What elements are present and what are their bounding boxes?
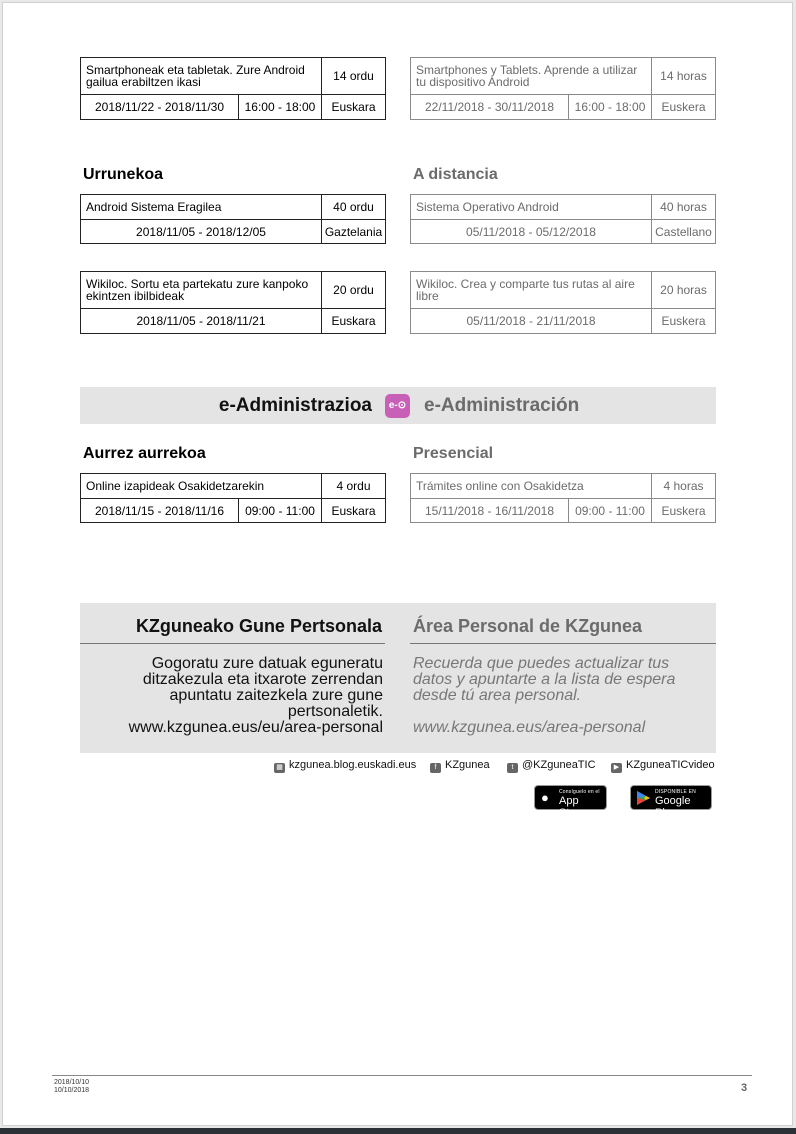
personal-area-link-es[interactable]: www.kzgunea.eus/area-personal	[413, 719, 646, 736]
course-title: Smartphoneak eta tabletak. Zure Android gailua erabiltzen ikasi	[81, 58, 322, 95]
footer-date-eu: 2018/10/10	[54, 1079, 90, 1086]
personal-area-header-es	[410, 603, 716, 644]
text-line: ditzakezula eta itxarote zerrendan	[142, 671, 383, 688]
course-hours: 40 ordu	[322, 195, 386, 220]
badge-label: App Store	[559, 795, 586, 819]
course-title: Android Sistema Eragilea	[81, 195, 322, 220]
section-heading-remote-es: A distancia	[413, 166, 498, 183]
course-hours: 14 ordu	[322, 58, 386, 95]
course-hours: 40 horas	[652, 195, 716, 220]
course-table-android-os-eu	[80, 194, 386, 244]
course-title: Wikiloc. Crea y comparte tus rutas al aire libre	[411, 272, 652, 309]
social-link-video[interactable]	[611, 759, 715, 773]
social-link-twitter[interactable]	[507, 759, 596, 773]
text-line: desde tú area personal.	[413, 687, 582, 704]
social-label: @KZguneaTIC	[522, 759, 596, 771]
course-time: 09:00 - 11:00	[239, 499, 322, 523]
personal-area-title-eu: KZguneako Gune Pertsonala	[135, 616, 382, 636]
course-table-wikiloc-eu	[80, 271, 386, 334]
course-time: 16:00 - 18:00	[239, 95, 322, 120]
category-title-es: e-Administración	[424, 395, 580, 416]
viewer-bottom-bar	[0, 1128, 796, 1134]
text-line: Recuerda que puedes actualizar tus	[413, 655, 670, 672]
personal-area-box	[80, 603, 716, 753]
course-time: 09:00 - 11:00	[569, 499, 652, 523]
course-title: Smartphones y Tablets. Aprende a utilizar tu dispositivo Android	[411, 58, 652, 95]
course-table-osakidetza-es	[410, 473, 716, 523]
course-dates: 2018/11/05 - 2018/11/21	[81, 309, 322, 334]
course-language: Euskera	[652, 499, 716, 523]
social-link-blog[interactable]	[274, 759, 416, 773]
footer-divider	[52, 1075, 752, 1076]
course-table-android-os-es	[410, 194, 716, 244]
course-dates: 22/11/2018 - 30/11/2018	[411, 95, 569, 120]
course-hours: 20 ordu	[322, 272, 386, 309]
twitter-icon: t	[507, 763, 518, 773]
text-line: pertsonaletik.	[287, 703, 383, 720]
course-hours: 4 horas	[652, 474, 716, 499]
e-admin-icon: e-⊙	[385, 394, 410, 418]
course-dates: 2018/11/05 - 2018/12/05	[81, 220, 322, 244]
page-number: 3	[741, 1082, 748, 1094]
section-heading-remote-eu: Urrunekoa	[83, 166, 164, 183]
course-language: Castellano	[652, 220, 716, 244]
course-title: Sistema Operativo Android	[411, 195, 652, 220]
course-language: Euskara	[322, 95, 386, 120]
category-title-eu: e-Administrazioa	[218, 395, 372, 416]
course-language: Euskera	[652, 95, 716, 120]
app-store-badge[interactable]	[534, 785, 607, 819]
text-line: Gogoratu zure datuak eguneratu	[151, 655, 383, 672]
personal-area-text-es	[413, 656, 703, 736]
facebook-icon: f	[430, 763, 441, 773]
course-language: Euskara	[322, 499, 386, 523]
course-hours: 14 horas	[652, 58, 716, 95]
blog-icon: ▦	[274, 763, 285, 773]
badge-caption: Consíguelo en el	[559, 789, 600, 795]
course-hours: 4 ordu	[322, 474, 386, 499]
course-table-smartphones-es	[410, 57, 716, 120]
course-table-smartphones-eu	[80, 57, 386, 120]
course-dates: 2018/11/22 - 2018/11/30	[81, 95, 239, 120]
course-dates: 15/11/2018 - 16/11/2018	[411, 499, 569, 523]
social-link-facebook[interactable]	[430, 759, 490, 773]
text-line: datos y apuntarte a la lista de espera	[413, 671, 676, 688]
google-play-badge[interactable]	[630, 785, 712, 819]
section-heading-in-person-eu: Aurrez aurrekoa	[83, 445, 206, 462]
personal-area-link-eu[interactable]: www.kzgunea.eus/eu/area-personal	[128, 719, 383, 736]
course-language: Gaztelania	[322, 220, 386, 244]
course-language: Euskera	[652, 309, 716, 334]
google-play-icon	[637, 791, 650, 805]
course-title: Wikiloc. Sortu eta partekatu zure kanpoko ekintzen ibilbideak	[81, 272, 322, 309]
personal-area-title-es: Área Personal de KZgunea	[413, 616, 643, 636]
course-table-osakidetza-eu	[80, 473, 386, 523]
footer-date-es: 10/10/2018	[54, 1087, 90, 1094]
section-heading-in-person-es: Presencial	[413, 445, 494, 462]
social-label: kzgunea.blog.euskadi.eus	[289, 759, 417, 771]
text-line: apuntatu zaitezkela zure gune	[169, 687, 383, 704]
personal-area-header-eu	[80, 603, 385, 644]
course-title: Trámites online con Osakidetza	[411, 474, 652, 499]
social-label: KZgunea	[445, 759, 490, 771]
course-table-wikiloc-es	[410, 271, 716, 334]
personal-area-text-eu	[113, 656, 383, 736]
category-band	[80, 387, 716, 424]
apple-icon: ●	[541, 790, 549, 805]
course-time: 16:00 - 18:00	[569, 95, 652, 120]
course-language: Euskara	[322, 309, 386, 334]
course-hours: 20 horas	[652, 272, 716, 309]
course-dates: 2018/11/15 - 2018/11/16	[81, 499, 239, 523]
course-dates: 05/11/2018 - 21/11/2018	[411, 309, 652, 334]
course-dates: 05/11/2018 - 05/12/2018	[411, 220, 652, 244]
course-title: Online izapideak Osakidetzarekin	[81, 474, 322, 499]
badge-label: Google Play	[655, 795, 691, 819]
video-icon: ▶	[611, 763, 622, 773]
badge-caption: DISPONIBLE EN	[655, 789, 696, 795]
social-label: KZguneaTICvideo	[626, 759, 715, 771]
